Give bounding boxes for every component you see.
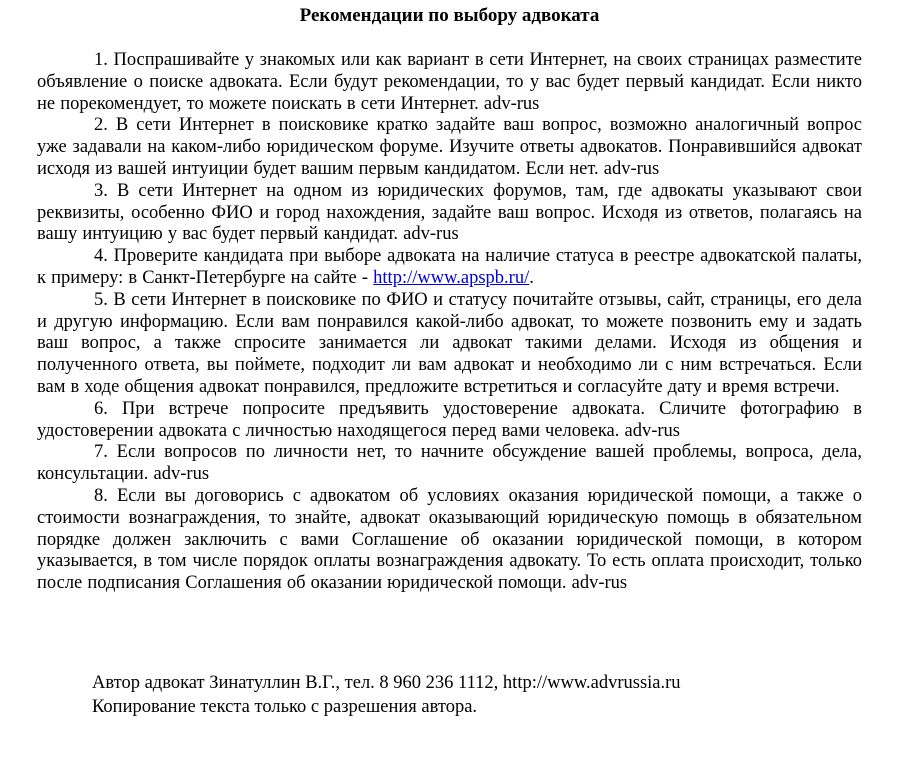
paragraph-5: 5. В сети Интернет в поисковике по ФИО и статусу почитайте отзывы, сайт, страницы, его дела и другую информацию. Если вам понравился какой-либо адвокат, то можете позвонить ему и задать ваш вопрос, а также спросите занимается ли адвокат такими делами. Исходя из общения и полученного ответа, вы поймете, подходит ли вам адвокат и необходимо ли с ним встречаться. Если вам в ходе общения адвокат понравился, предложите встретиться и согласуйте дату и время встречи. (37, 289, 862, 397)
paragraph-1: 1. Поспрашивайте у знакомых или как вариант в сети Интернет, на своих страницах разместите объявление о поиске адвоката. Если будут рекомендации, то у вас будет первый кандидат. Если никто не порекомендует, то можете поискать в сети Интернет. adv-rus (37, 50, 862, 114)
paragraph-4-text: 4. Проверите кандидата при выборе адвоката на наличие статуса в реестре адвокатской палаты, к примеру: в Санкт-Петербурге на сайте - (37, 246, 862, 288)
paragraph-7: 7. Если вопросов по личности нет, то начните обсуждение вашей проблемы, вопроса, дела, консультации. adv-rus (37, 442, 862, 485)
document-footer (92, 671, 862, 720)
paragraph-4 (37, 246, 862, 290)
document-title: Рекомендации по выбору адвоката (299, 5, 600, 26)
paragraph-4-period: . (529, 267, 534, 288)
paragraph-8: 8. Если вы договорись с адвокатом об условиях оказания юридической помощи, а также о стоимости вознаграждения, то знайте, адвокат оказывающий юридическую помощь в обязательном порядке должен заключить с вами Соглашение об оказании юридической помощи, в котором указывается, в том числе порядок оплаты вознаграждения адвокату. То есть оплата происходит, только после подписания Соглашения об оказании юридической помощи. adv-rus (37, 485, 862, 594)
paragraph-6: 6. При встрече попросите предъявить удостоверение адвоката. Сличите фотографию в удостоверении адвоката с личностью находящегося перед вами человека. adv-rus (37, 398, 862, 441)
apspb-registry-link[interactable]: http://www.apspb.ru/ (373, 267, 530, 288)
document-body (37, 50, 862, 595)
footer-author-line: Автор адвокат Зинатуллин В.Г., тел. 8 960 236 1112, http://www.advrussia.ru (92, 672, 681, 693)
footer-copyright-line: Копирование текста только с разрешения автора. (92, 697, 478, 718)
paragraph-3: 3. В сети Интернет на одном из юридических форумов, там, где адвокаты указывают свои реквизиты, особенно ФИО и город нахождения, задайте ваш вопрос. Исходя из ответов, полагаясь на вашу интуицию у вас будет первый кандидат. adv-rus (37, 180, 862, 245)
paragraph-2: 2. В сети Интернет в поисковике кратко задайте ваш вопрос, возможно аналогичный вопрос уже задавали на каком-либо юридическом форуме. Изучите ответы адвокатов. Понравившийся адвокат исходя из вашей интуиции будет вашим первым кандидатом. Если нет. adv-rus (37, 115, 862, 179)
